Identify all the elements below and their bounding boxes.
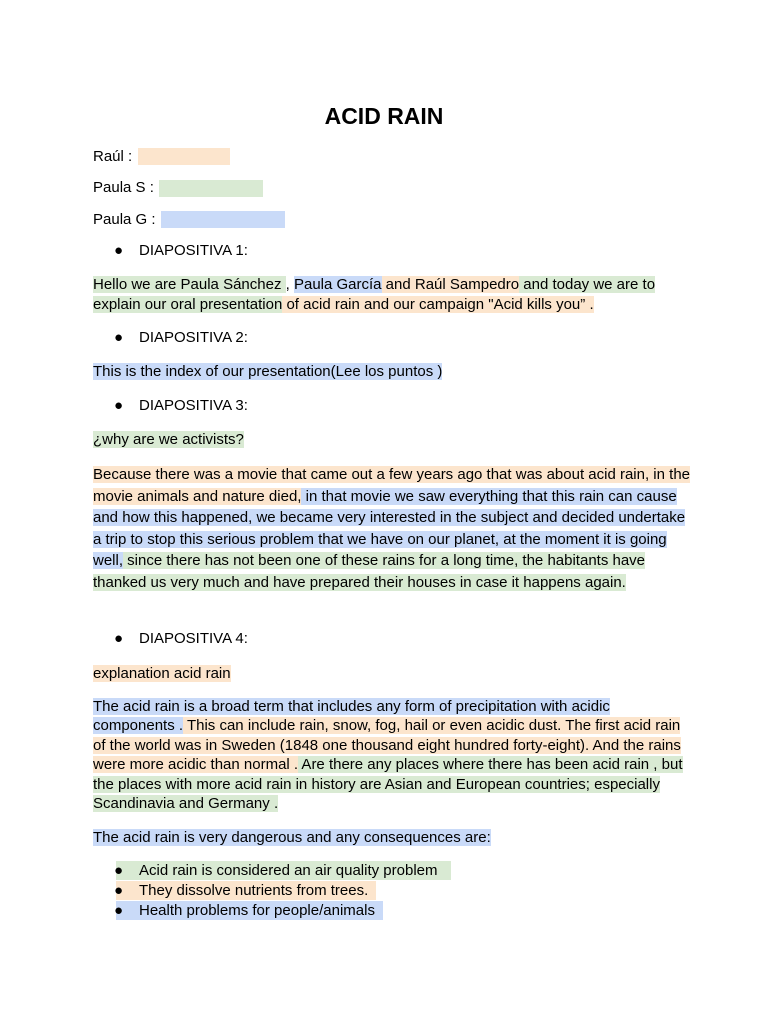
slide-3-question: ¿why are we activists? xyxy=(93,431,244,448)
slide-2-paragraph: This is the index of our presentation(Lee los puntos ) xyxy=(93,363,443,380)
consequence-item-2: They dissolve nutrients from trees. xyxy=(139,882,369,899)
slide-2-heading: DIAPOSITIVA 2: xyxy=(139,329,248,346)
consequence-item-1: Acid rain is considered an air quality problem xyxy=(139,862,438,879)
legend-raul-swatch xyxy=(138,148,230,165)
slide-1-heading: DIAPOSITIVA 1: xyxy=(139,242,248,259)
consequence-item-3: Health problems for people/animals xyxy=(139,902,375,919)
slide-3-paragraph: Because there was a movie that came out a few years ago that was about acid rain, in the movie animals and nature died, in that movie we saw everything that this rain can cause and how this happened, we became very interested in the subject and decided undertake a trip to stop this serious problem that we have on our planet, at the moment it is going well, since there has not been one of these rains for a long time, the habitants have thanked us very much and have prepared their houses in case it happens again. xyxy=(93,466,691,591)
bullet-icon: ● xyxy=(114,862,124,879)
bullet-icon: ● xyxy=(114,902,124,919)
bullet-icon: ● xyxy=(114,882,124,899)
slide-1-paragraph: Hello we are Paula Sánchez , Paula García and Raúl Sampedro and today we are to explain our oral presentation of acid rain and our campaign "Acid kills you” . xyxy=(93,276,656,313)
legend-raul-label: Raúl : xyxy=(93,148,133,165)
page-title: ACID RAIN xyxy=(324,103,444,129)
slide-3-heading: DIAPOSITIVA 3: xyxy=(139,397,248,414)
legend-paula-s-label: Paula S : xyxy=(93,179,154,196)
consequences-intro: The acid rain is very dangerous and any consequences are: xyxy=(93,829,491,846)
bullet-icon: ● xyxy=(114,242,124,259)
bullet-icon: ● xyxy=(114,329,124,346)
slide-4-subheading: explanation acid rain xyxy=(93,665,231,682)
legend-paula-s-swatch xyxy=(159,180,263,197)
bullet-icon: ● xyxy=(114,397,124,414)
slide-4-paragraph: The acid rain is a broad term that includes any form of precipitation with acidic components . This can include rain, snow, fog, hail or even acidic dust. The first acid rain of the world was in Sweden (1848 one thousand eight hundred forty-eight). And the rains were more acidic than normal . Are there any places where there has been acid rain , but the places with more acid rain in history are Asian and European countries; especially Scandinavia and Germany . xyxy=(93,698,683,813)
legend-paula-g-swatch xyxy=(161,211,285,228)
legend-paula-g-label: Paula G : xyxy=(93,211,156,228)
bullet-icon: ● xyxy=(114,630,124,647)
slide-4-heading: DIAPOSITIVA 4: xyxy=(139,630,248,647)
